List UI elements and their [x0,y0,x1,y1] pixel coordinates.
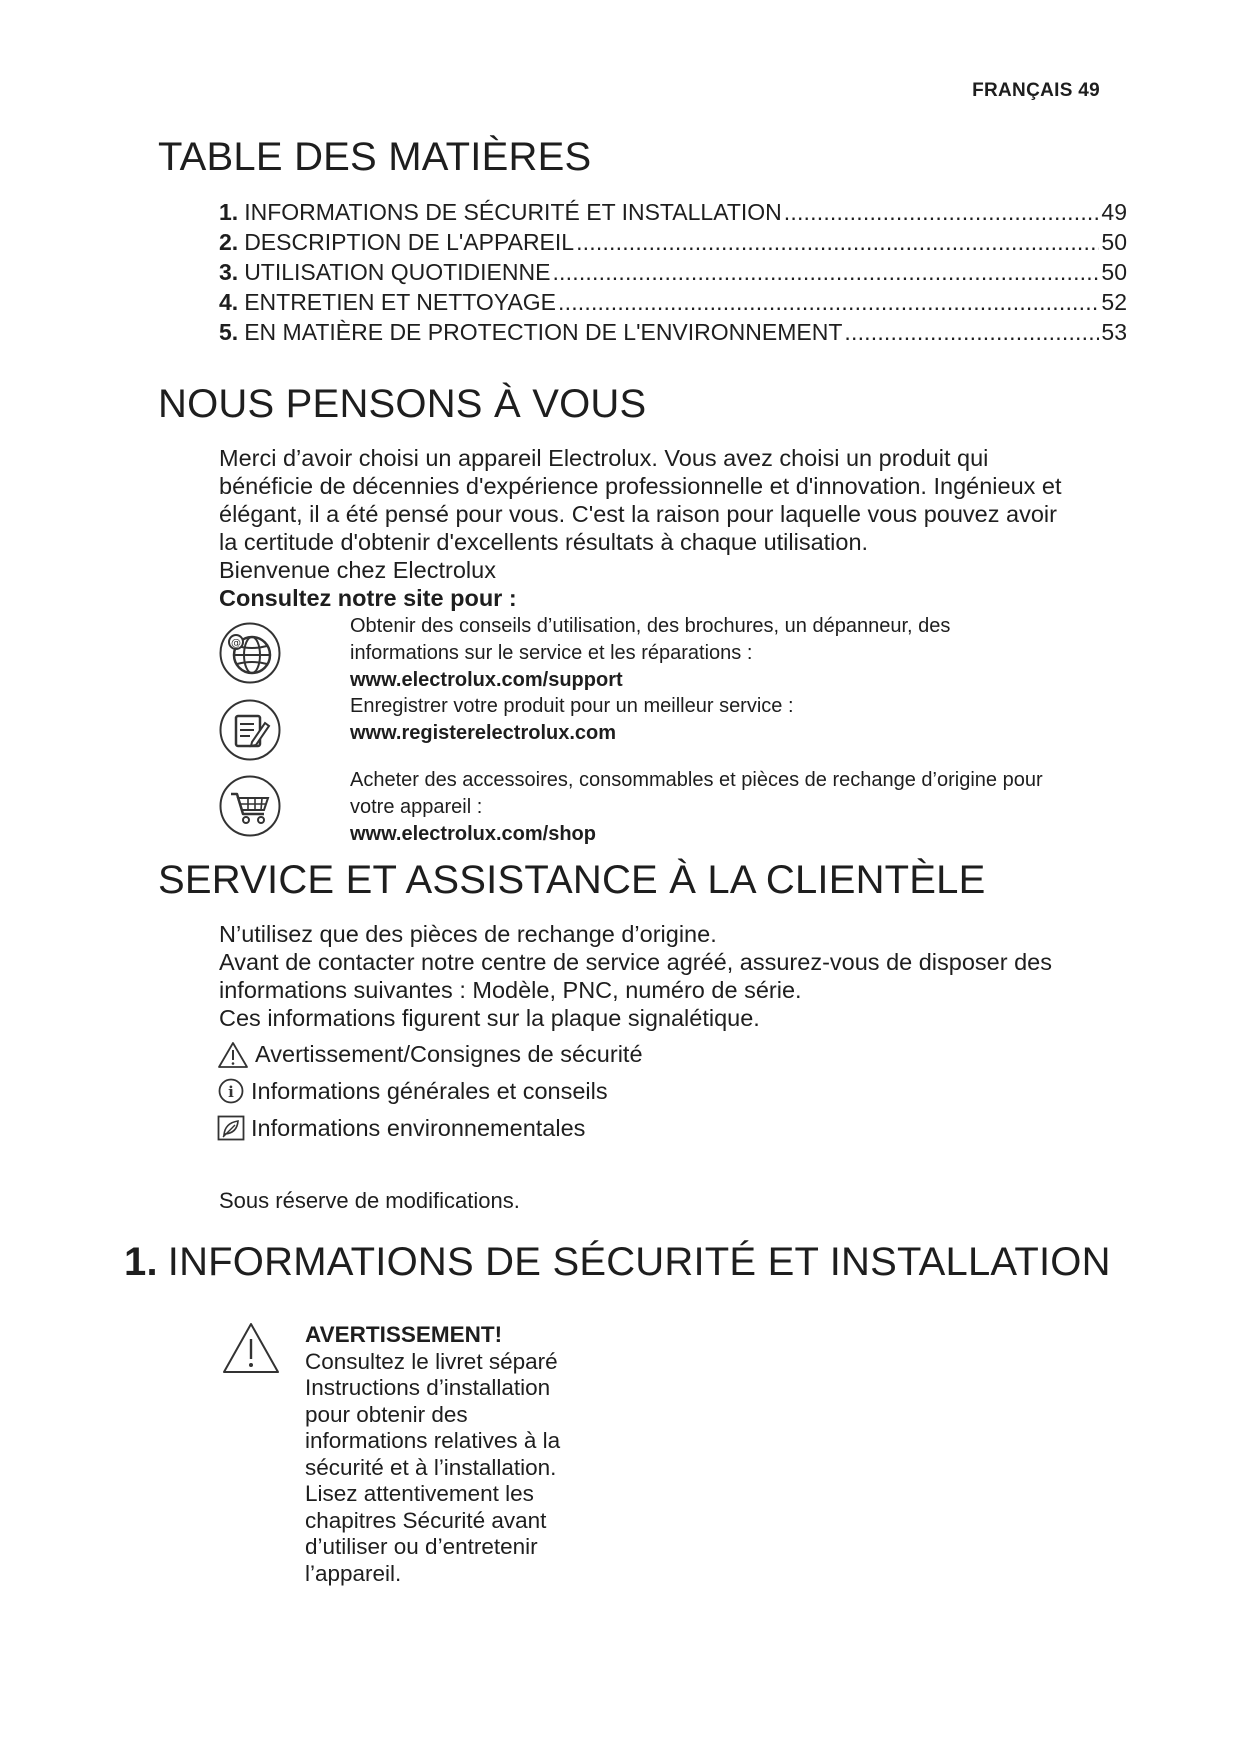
consult-label: Consultez notre site pour : [219,585,517,611]
cart-icon [218,774,282,838]
toc-item-label: UTILISATION QUOTIDIENNE [244,259,551,285]
legend-item [217,1073,917,1110]
toc-item-number: 3. [219,259,239,285]
warning-box [305,1322,595,1587]
section-title-text: INFORMATIONS DE SÉCURITÉ ET INSTALLATION [167,1240,1111,1284]
table-of-contents [219,197,1127,347]
toc-item-label: EN MATIÈRE DE PROTECTION DE L'ENVIRONNEMENT [244,319,843,345]
toc-item[interactable] [219,197,1127,227]
link-text: Obtenir des conseils d’utilisation, des brochures, un dépanneur, des [350,615,951,637]
section-1-title [124,1240,1111,1285]
warning-line: l’appareil. [305,1560,402,1586]
legend-label: Avertissement/Consignes de sécurité [255,1041,643,1067]
toc-leader [576,227,1099,257]
intro-paragraph [219,444,1149,612]
warning-title: AVERTISSEMENT! [305,1322,503,1347]
symbol-legend [217,1036,917,1147]
support-link[interactable]: www.electrolux.com/support [350,669,623,691]
service-title: SERVICE ET ASSISTANCE À LA CLIENTÈLE [158,858,986,902]
intro-line: bénéficie de décennies d'expérience professionnelle et d'innovation. Ingénieux et [219,473,1062,499]
toc-item-number: 1. [219,199,239,225]
toc-leader [784,197,1100,227]
toc-item-page: 53 [1101,319,1127,345]
warning-line: d’utiliser ou d’entretenir [305,1534,538,1559]
register-icon [218,698,282,762]
service-paragraph [219,920,1149,1032]
footnote: Sous réserve de modifications. [219,1188,520,1213]
intro-title: NOUS PENSONS À VOUS [158,382,647,426]
svg-text:i: i [228,1082,234,1101]
toc-leader [844,317,1099,347]
svg-text:@: @ [231,638,241,649]
environment-icon [217,1115,245,1143]
warning-line: Lisez attentivement les [305,1481,534,1506]
toc-item[interactable] [219,227,1127,257]
warning-icon [217,1041,249,1069]
section-number: 1. [124,1240,158,1284]
toc-item[interactable] [219,317,1127,347]
warning-line: pour obtenir des [305,1401,468,1427]
link-text: votre appareil : [350,796,483,818]
toc-item[interactable] [219,287,1127,317]
warning-line: Consultez le livret séparé [305,1348,558,1374]
info-icon [217,1078,245,1106]
intro-line: Bienvenue chez Electrolux [219,557,496,583]
toc-item-number: 2. [219,229,239,255]
toc-item-number: 4. [219,289,239,315]
link-text: Enregistrer votre produit pour un meilleur service : [350,695,794,717]
service-line: informations suivantes : Modèle, PNC, numéro de série. [219,977,802,1003]
toc-item-number: 5. [219,319,239,345]
toc-leader [558,287,1099,317]
toc-item-label: DESCRIPTION DE L'APPAREIL [244,229,575,255]
page-header: FRANÇAIS 49 [972,80,1100,101]
service-line: Ces informations figurent sur la plaque signalétique. [219,1005,760,1031]
legend-item [217,1036,917,1073]
link-register [350,693,1140,747]
legend-label: Informations environnementales [251,1115,586,1141]
register-link[interactable]: www.registerelectrolux.com [350,722,617,744]
toc-item[interactable] [219,257,1127,287]
intro-line: élégant, il a été pensé pour vous. C'est la raison pour laquelle vous pouvez avoir [219,501,1057,527]
globe-icon [218,621,282,685]
shop-link[interactable]: www.electrolux.com/shop [350,823,596,845]
intro-line: Merci d’avoir choisi un appareil Electrolux. Vous avez choisi un produit qui [219,445,989,471]
link-support [350,613,1140,694]
legend-item [217,1110,917,1147]
warning-line: Instructions d’installation [305,1375,551,1400]
toc-item-label: ENTRETIEN ET NETTOYAGE [244,289,557,315]
toc-item-page: 49 [1101,199,1127,225]
warning-line: chapitres Sécurité avant [305,1507,547,1533]
legend-label: Informations générales et conseils [251,1078,608,1104]
intro-line: la certitude d'obtenir d'excellents résultats à chaque utilisation. [219,529,869,555]
toc-item-page: 52 [1101,289,1127,315]
toc-item-label: INFORMATIONS DE SÉCURITÉ ET INSTALLATION [244,199,782,225]
link-text: Acheter des accessoires, consommables et pièces de rechange d’origine pour [350,769,1043,791]
toc-item-page: 50 [1101,259,1127,285]
warning-line: sécurité et à l’installation. [305,1454,557,1480]
toc-item-page: 50 [1101,229,1127,255]
link-text: informations sur le service et les réparations : [350,642,753,664]
service-line: Avant de contacter notre centre de service agréé, assurez-vous de disposer des [219,949,1052,975]
service-line: N’utilisez que des pièces de rechange d’origine. [219,921,717,947]
warning-icon [222,1322,280,1374]
toc-title: TABLE DES MATIÈRES [158,135,592,179]
toc-leader [552,257,1099,287]
warning-line: informations relatives à la [305,1428,561,1453]
link-shop [350,767,1150,848]
